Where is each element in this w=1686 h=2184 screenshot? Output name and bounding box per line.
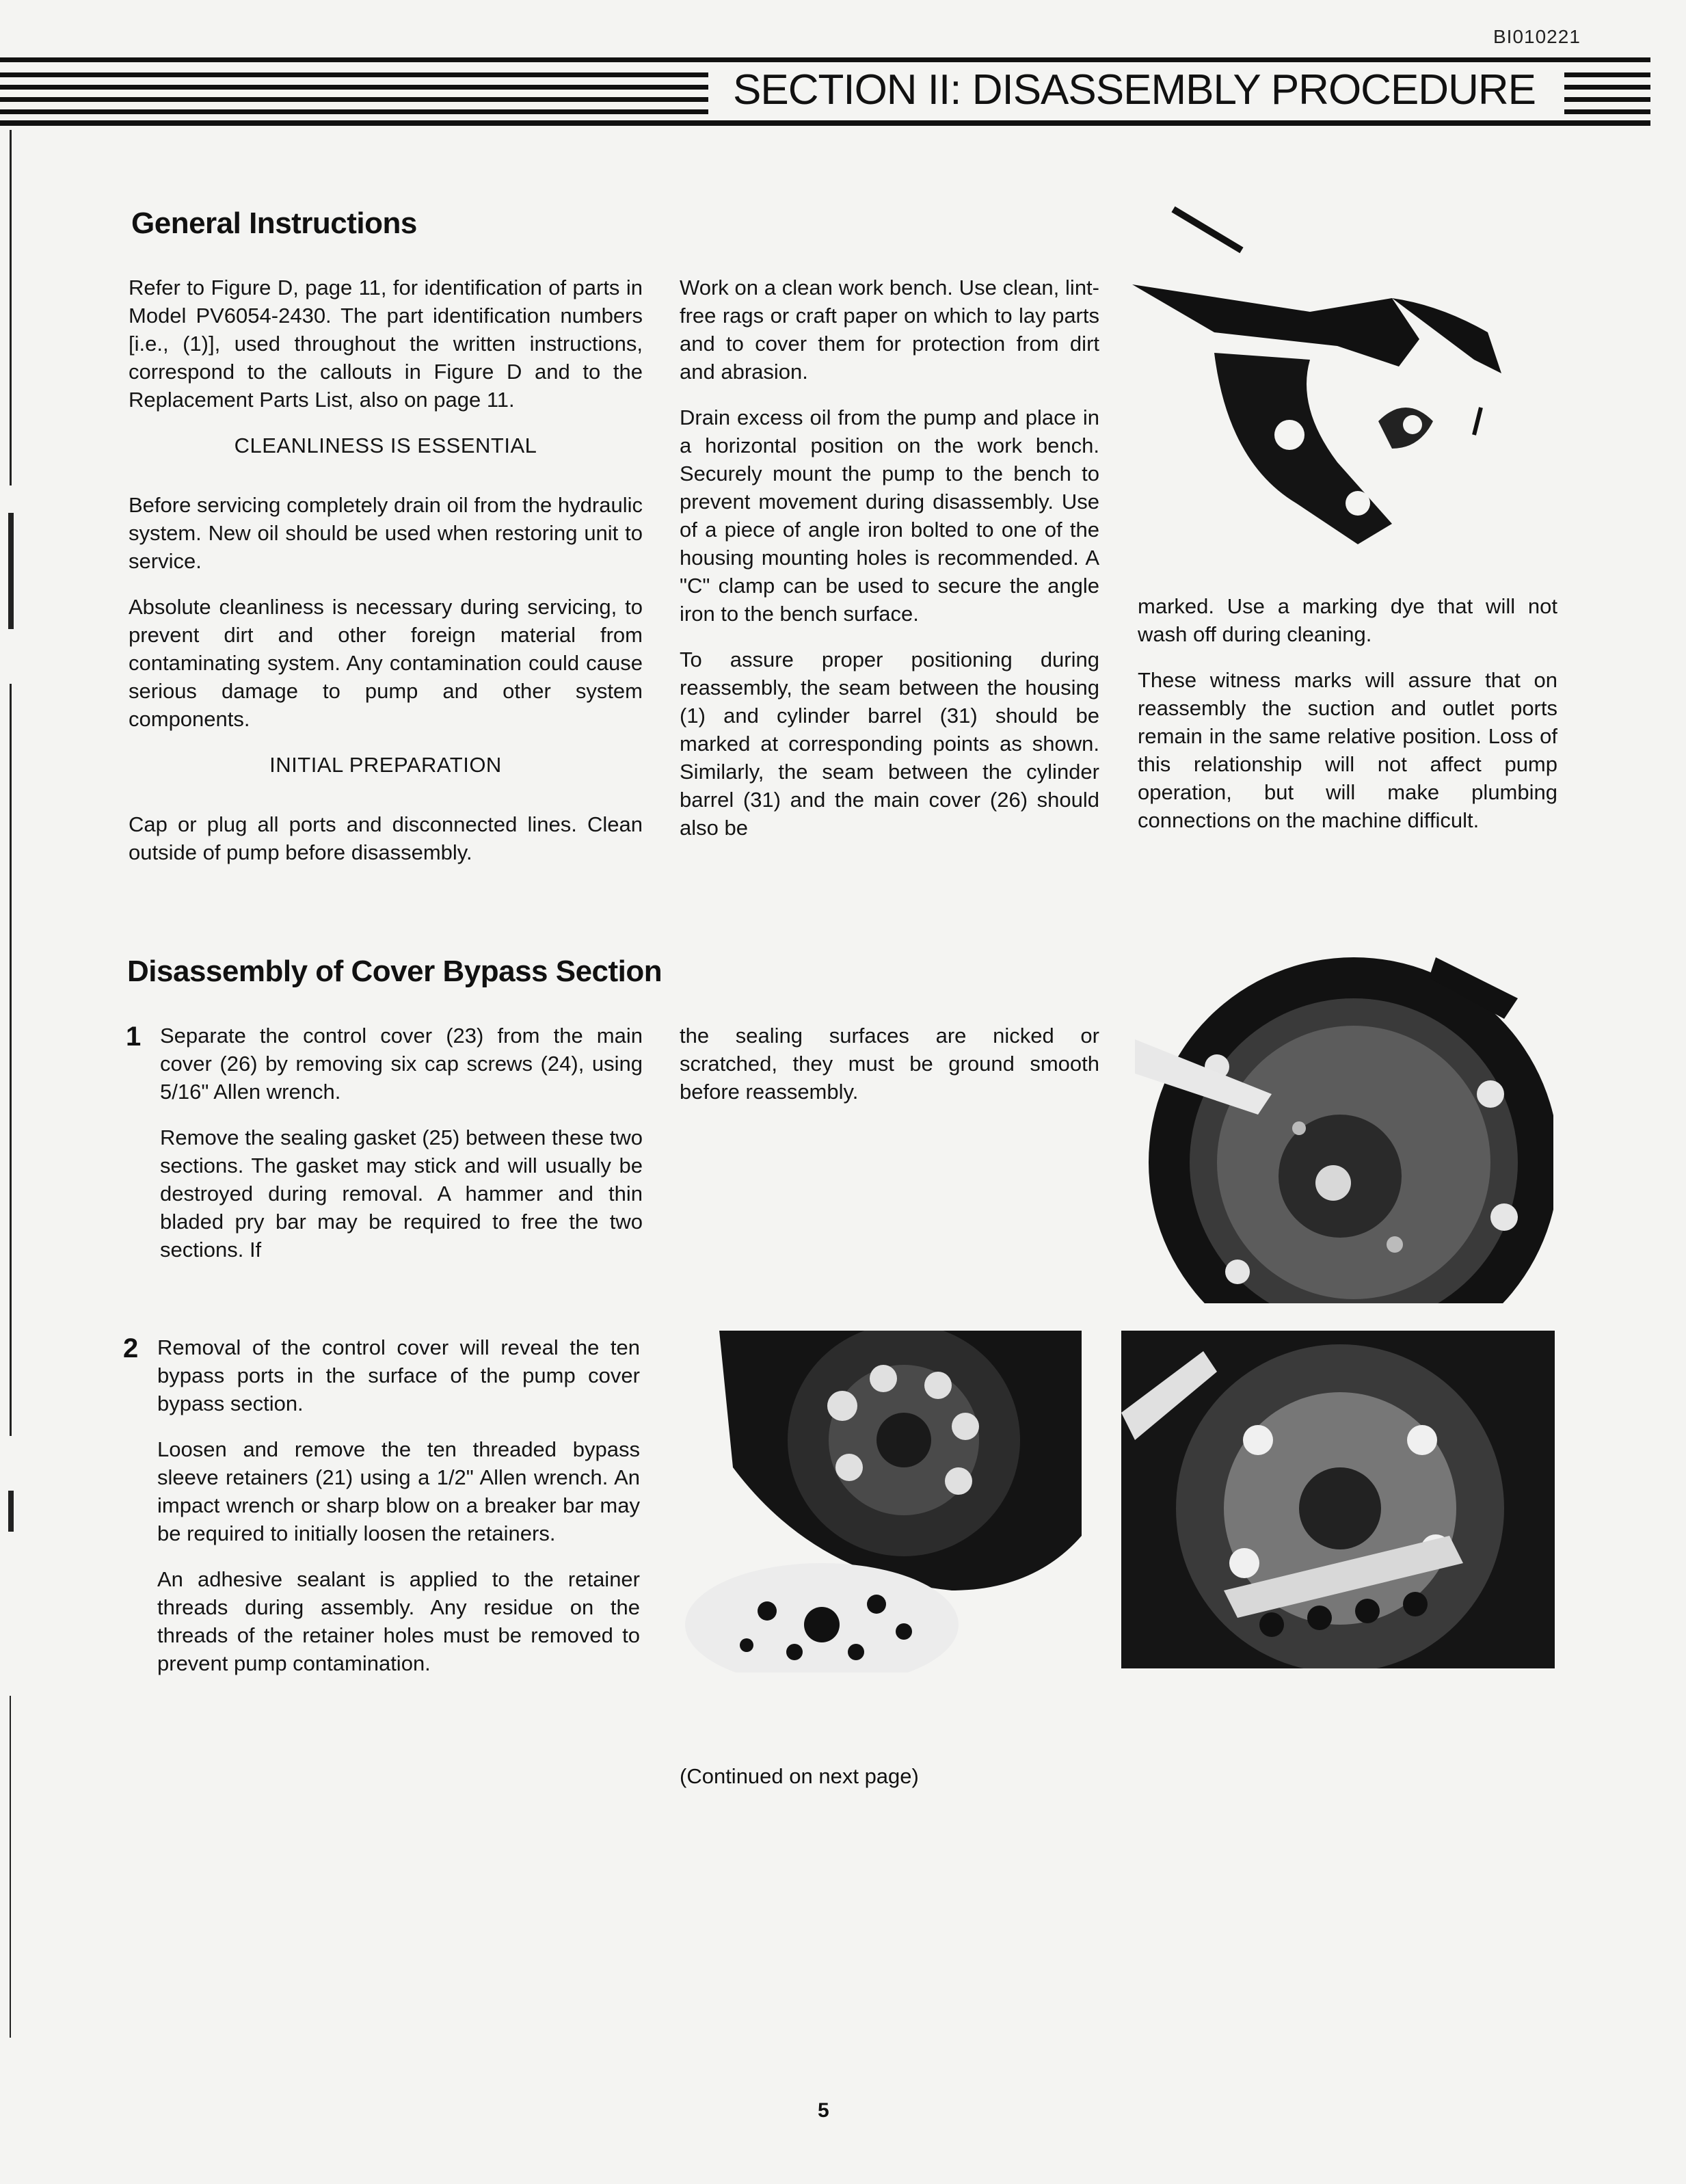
- paragraph: Drain excess oil from the pump and place in a horizontal position on the work bench. Securely mount the pump to the bench to prevent movement during disassembly. Use of a piece of angle iron bolted to one of the housing mounting holes is recommended. A "C" clamp can be used to secure the angle iron to the bench surface.: [680, 405, 1099, 626]
- scan-edge-mark: [10, 1696, 11, 2038]
- step-1-continuation: [680, 1022, 1099, 1123]
- paragraph: An adhesive sealant is applied to the retainer threads during assembly. Any residue on the threads of the retainer holes must be removed to prevent pump contamination.: [157, 1567, 640, 1675]
- paragraph: Separate the control cover (23) from the main cover (26) by removing six cap screws (24), using 5/16" Allen wrench.: [160, 1024, 643, 1104]
- header-rule: [1560, 109, 1650, 114]
- paragraph: the sealing surfaces are nicked or scratched, they must be ground smooth before reassembly.: [680, 1024, 1099, 1104]
- photo-bypass-ports-graphic: [678, 1331, 1082, 1673]
- step-2: [123, 1333, 643, 1744]
- photo-pump-mounted: [1132, 202, 1519, 558]
- header-rule: [0, 97, 708, 102]
- header-rule: [1560, 85, 1650, 90]
- header-rule: [0, 57, 1650, 62]
- paragraph: Work on a clean work bench. Use clean, lint-free rags or craft paper on which to lay parts and to cover them for protection from dirt and abrasion.: [680, 276, 1099, 384]
- continued-note: (Continued on next page): [680, 1764, 919, 1788]
- subheading-initial-preparation: INITIAL PREPARATION: [269, 753, 502, 777]
- photo-sleeve-retainers-graphic: [1121, 1331, 1555, 1668]
- scan-edge-mark: [10, 684, 12, 1436]
- photo-control-cover: [1135, 957, 1553, 1303]
- step-2-body: [157, 1333, 640, 1695]
- photo-control-cover-graphic: [1135, 957, 1553, 1303]
- scan-edge-mark: [10, 130, 12, 485]
- step-1-body: [160, 1022, 643, 1281]
- paragraph: Refer to Figure D, page 11, for identification of parts in Model PV6054-2430. The part identification numbers [i.e., (1)], used throughout the written instructions, correspond to the callouts in Figure D and to the Replacement Parts List, also on page 11.: [129, 276, 643, 412]
- header-rule: [0, 85, 708, 90]
- general-column-1: [129, 274, 643, 884]
- paragraph: marked. Use a marking dye that will not wash off during cleaning.: [1138, 594, 1557, 646]
- photo-pump-mounted-graphic: [1132, 202, 1519, 558]
- step-number: 2: [123, 1333, 139, 1363]
- section-title: SECTION II: DISASSEMBLY PROCEDURE: [708, 66, 1564, 115]
- step-1: [126, 1022, 645, 1268]
- paragraph: Absolute cleanliness is necessary during servicing, to prevent dirt and other foreign material from contaminating system. Any contamination could cause serious damage to pump and other system components.: [129, 595, 643, 731]
- subheading-cleanliness: CLEANLINESS IS ESSENTIAL: [234, 434, 537, 457]
- header-rule: [0, 72, 708, 77]
- paragraph: To assure proper positioning during reassembly, the seam between the housing (1) and cylinder barrel (31) should be marked at corresponding points as shown. Similarly, the seam between the cylinder barrel (31) and the main cover (26) should also be: [680, 648, 1099, 840]
- photo-bypass-ports: [678, 1331, 1082, 1673]
- paragraph: Cap or plug all ports and disconnected lines. Clean outside of pump before disassembly.: [129, 812, 643, 864]
- header-rule: [0, 109, 708, 114]
- cover-bypass-heading: Disassembly of Cover Bypass Section: [127, 955, 663, 988]
- header-rule: [1560, 72, 1650, 77]
- paragraph: Removal of the control cover will reveal the ten bypass ports in the surface of the pump cover bypass section.: [157, 1335, 640, 1415]
- paragraph: Before servicing completely drain oil from the hydraulic system. New oil should be used when restoring unit to service.: [129, 493, 643, 573]
- photo-sleeve-retainers: [1121, 1331, 1555, 1668]
- general-instructions-heading: General Instructions: [131, 207, 417, 240]
- general-column-3: [1138, 592, 1557, 852]
- header-rule: [0, 120, 1650, 126]
- scan-edge-mark: [8, 513, 14, 629]
- step-number: 1: [126, 1022, 142, 1052]
- scan-edge-mark: [8, 1491, 14, 1532]
- paragraph: These witness marks will assure that on reassembly the suction and outlet ports remain in the same relative position. Loss of this relationship will not affect pump operation, but will make plumbing connections on the machine difficult.: [1138, 668, 1557, 832]
- page-number: 5: [818, 2099, 829, 2122]
- paragraph: Remove the sealing gasket (25) between these two sections. The gasket may stick and will usually be destroyed during removal. A hammer and thin bladed pry bar may be required to free the two sections. If: [160, 1126, 643, 1262]
- general-column-2: [680, 274, 1099, 860]
- paragraph: Loosen and remove the ten threaded bypass sleeve retainers (21) using a 1/2" Allen wrench. An impact wrench or sharp blow on a breaker bar may be required to initially loosen the retainers.: [157, 1437, 640, 1545]
- document-id: BI010221: [1493, 26, 1581, 47]
- section-header: [0, 57, 1650, 126]
- header-rule: [1560, 97, 1650, 102]
